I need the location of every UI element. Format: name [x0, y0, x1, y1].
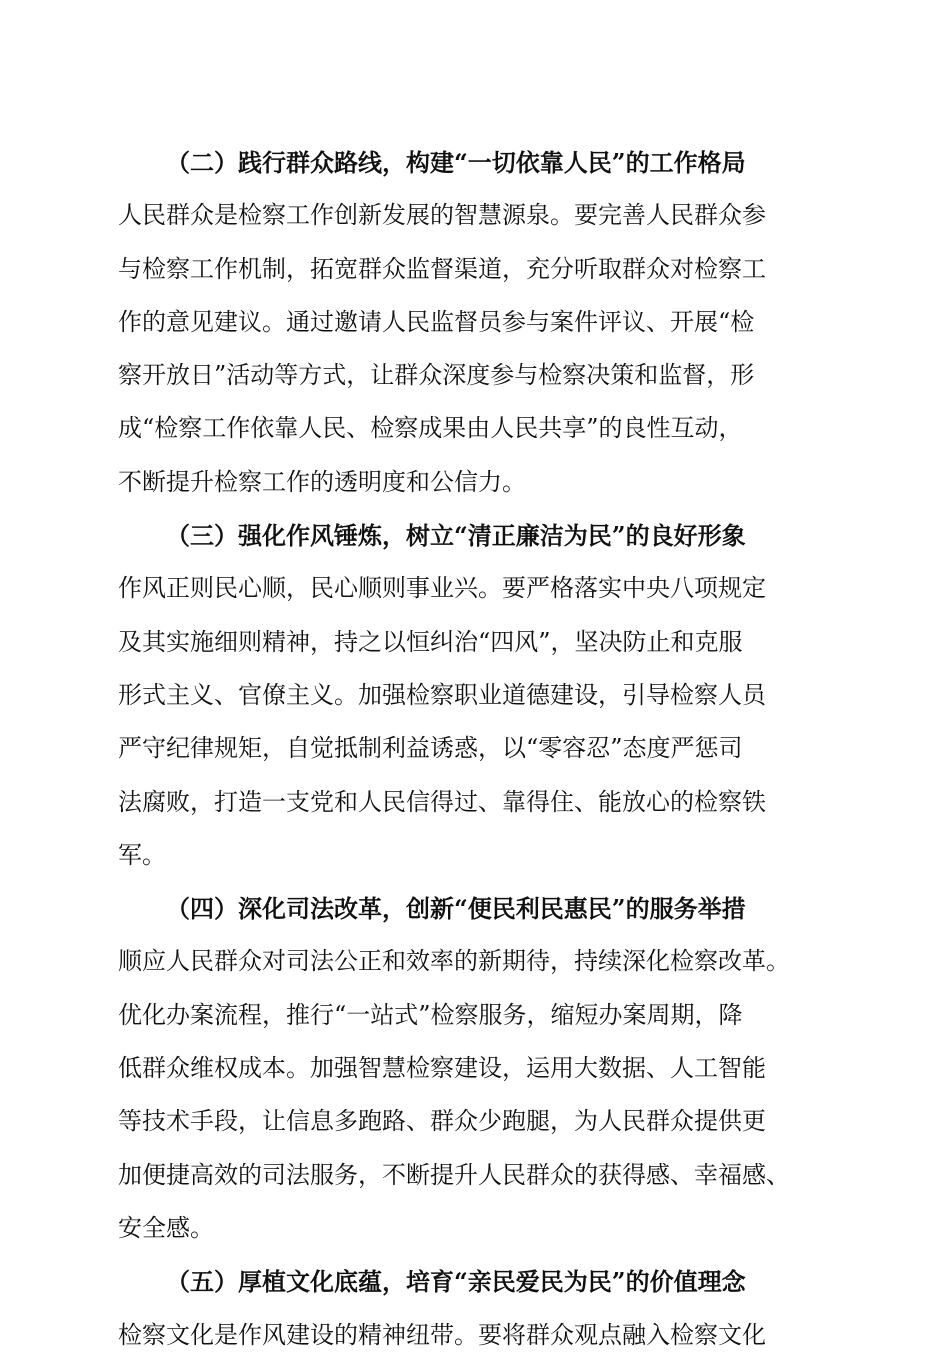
paragraph-line: 法腐败，打造一支党和人民信得过、靠得住、能放心的检察铁: [118, 787, 766, 816]
paragraph-line: 人民群众是检察工作创新发展的智慧源泉。要完善人民群众参: [118, 201, 766, 230]
paragraph-line: 形式主义、官僚主义。加强检察职业道德建设，引导检察人员: [118, 680, 766, 709]
paragraph-line: 作的意见建议。通过邀请人民监督员参与案件评议、开展“检: [118, 307, 755, 336]
paragraph-line: 加便捷高效的司法服务，不断提升人民群众的获得感、幸福感、: [118, 1160, 790, 1189]
paragraph-line: 安全感。: [118, 1213, 214, 1242]
paragraph-line: 优化办案流程，推行“一站式”检察服务，缩短办案周期，降: [118, 1000, 743, 1029]
paragraph-line: 作风正则民心顺，民心顺则事业兴。要严格落实中央八项规定: [118, 574, 766, 603]
paragraph-line: 军。: [118, 840, 166, 869]
paragraph-line: 低群众维权成本。加强智慧检察建设，运用大数据、人工智能: [118, 1054, 766, 1083]
section-heading-4: （四）深化司法改革，创新“便民利民惠民”的服务举措: [166, 894, 746, 924]
paragraph-line: 顺应人民群众对司法公正和效率的新期待，持续深化检察改革。: [118, 947, 790, 976]
paragraph-line: 严守纪律规矩，自觉抵制利益诱惑，以“零容忍”态度严惩司: [118, 734, 743, 763]
document-body: [118, 136, 838, 1362]
section-heading-2: （二）践行群众路线，构建“一切依靠人民”的工作格局: [166, 148, 746, 177]
paragraph-line: 察开放日”活动等方式，让群众深度参与检察决策和监督，形: [118, 361, 755, 390]
paragraph-line: 等技术手段，让信息多跑路、群众少跑腿，为人民群众提供更: [118, 1107, 766, 1136]
paragraph-line: 与检察工作机制，拓宽群众监督渠道，充分听取群众对检察工: [118, 254, 766, 283]
paragraph-line: 不断提升检察工作的透明度和公信力。: [118, 467, 526, 496]
paragraph-line: 成“检察工作依靠人民、检察成果由人民共享”的良性互动，: [118, 414, 743, 443]
section-heading-3: （三）强化作风锤炼，树立“清正廉洁为民”的良好形象: [166, 521, 746, 551]
paragraph-line: 及其实施细则精神，持之以恒纠治“四风”，坚决防止和克服: [118, 627, 743, 656]
section-heading-5: （五）厚植文化底蕴，培育“亲民爱民为民”的价值理念: [166, 1267, 746, 1297]
paragraph-line: 检察文化是作风建设的精神纽带。要将群众观点融入检察文化: [118, 1320, 766, 1349]
